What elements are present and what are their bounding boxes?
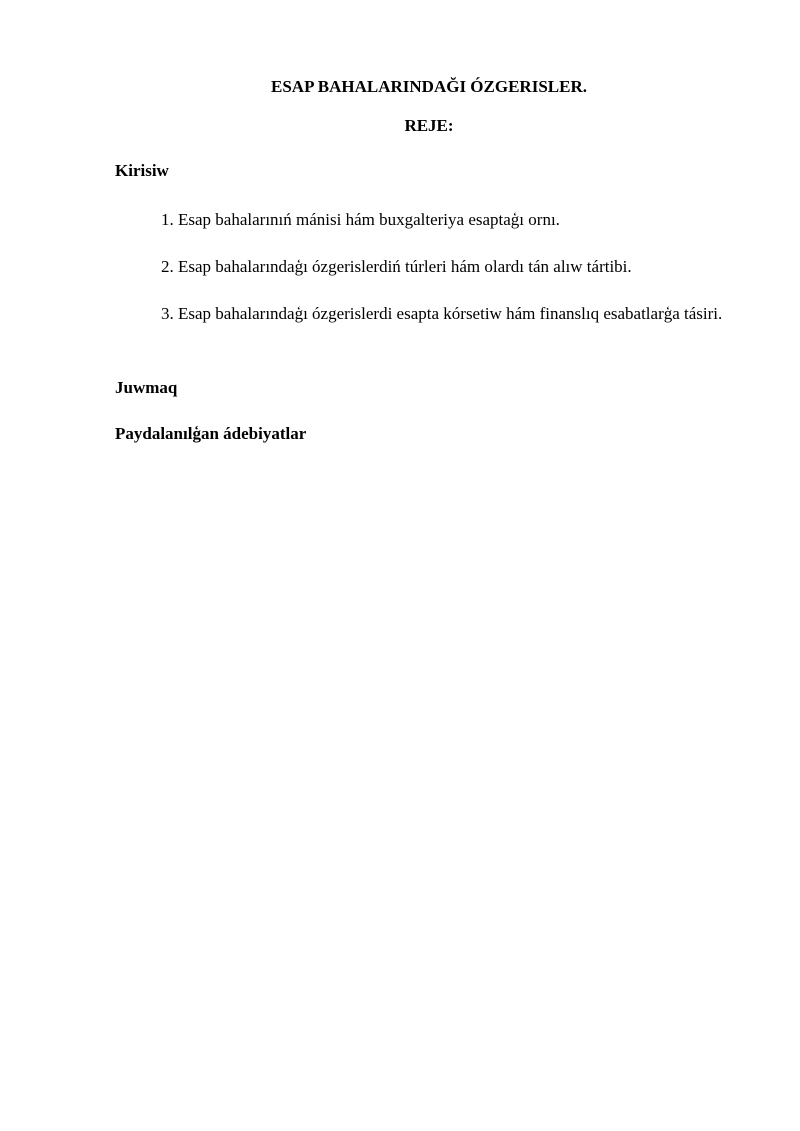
plan-list (161, 204, 742, 345)
references-heading: Paydalanılģan ádebiyatlar (115, 424, 307, 443)
plan-heading: REJE: (404, 116, 454, 135)
conclusion-heading: Juwmaq (115, 378, 178, 397)
plan-item-1: 1. Esap bahalarınıń mánisi hám buxgalteriya esaptaģı ornı. (161, 210, 560, 229)
plan-item-2: 2. Esap bahalarındaģı ózgerislerdiń túrleri hám olardı tán alıw tártibi. (161, 257, 632, 276)
document-title: ESAP BAHALARINDAĞI ÓZGERISLER. (271, 77, 587, 96)
introduction-heading: Kirisiw (115, 161, 169, 180)
plan-item-3: 3. Esap bahalarındaģı ózgerislerdi esapta kórsetiw hám finanslıq esabatlarģa tásiri. (161, 304, 723, 323)
